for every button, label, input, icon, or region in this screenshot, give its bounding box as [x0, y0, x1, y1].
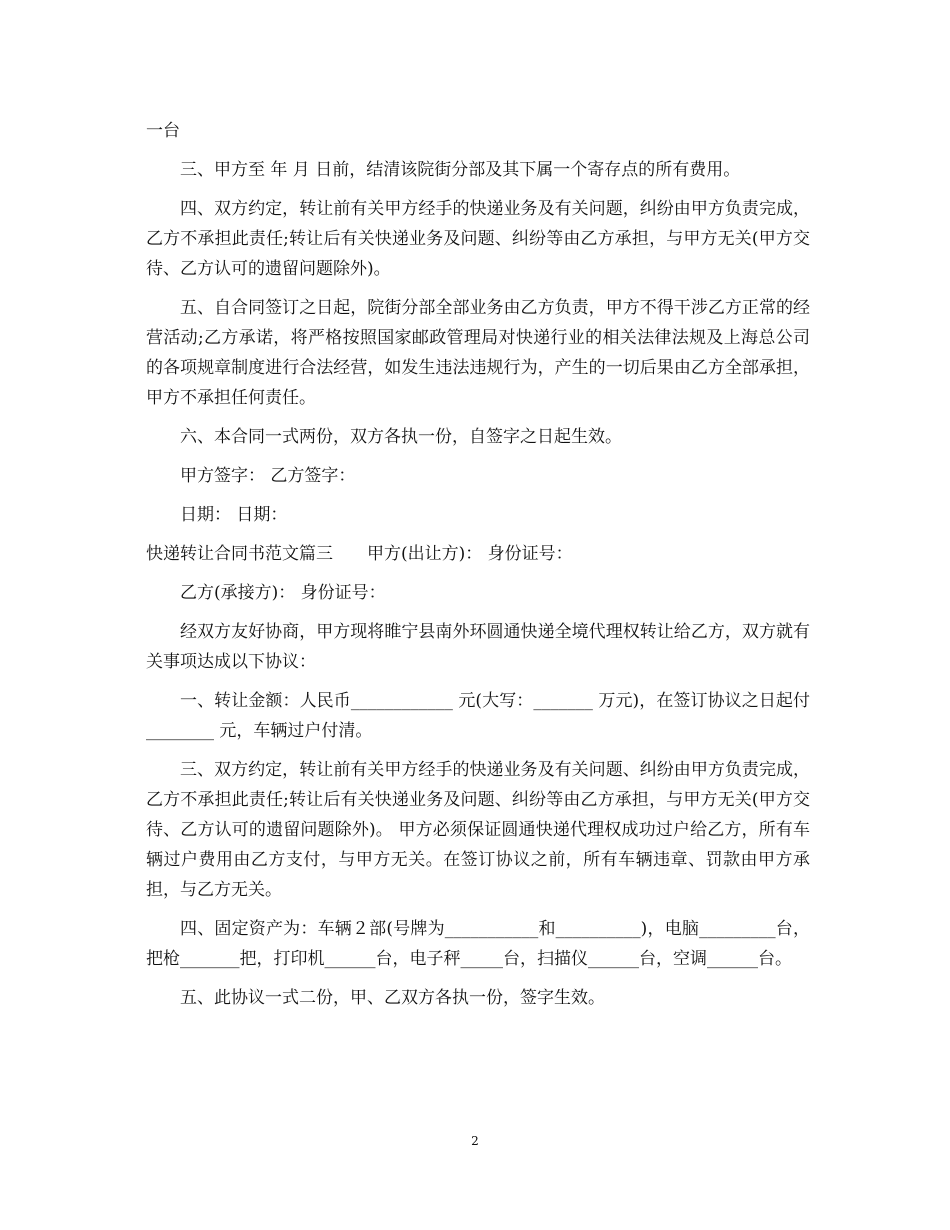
document-body: [146, 116, 810, 1022]
paragraph-clause-3-settle-fees: 三、甲方至 年 月 日前，结清该院街分部及其下属一个寄存点的所有费用。: [180, 160, 741, 180]
paragraph-clause-4-agreement: 四、双方约定，转让前有关甲方经手的快递业务及有关问题，纠纷由甲方负责完成，乙方不承担此责任;转让后有关快递业务及问题、纠纷等由乙方承担，与甲方无关(甲方交待、乙方认可的遗留问题除外)。: [146, 199, 810, 279]
paragraph-clause-5-operations: 五、自合同签订之日起，院街分部全部业务由乙方负责，甲方不得干涉乙方正常的经营活动;乙方承诺，将严格按照国家邮政管理局对快递行业的相关法律法规及上海总公司的各项规章制度进行合法经营，如发生违法违规行为，产生的一切后果由乙方全部承担，甲方不承担任何责任。: [146, 298, 810, 408]
paragraph-intro: 经双方友好协商，甲方现将睢宁县南外环圆通快递全境代理权转让给乙方，双方就有关事项达成以下协议：: [146, 622, 810, 672]
paragraph-clause-4-assets: 四、固定资产为：车辆２部(号牌为___________和__________)，电脑_________台，把枪_______把，打印机______台，电子秤_____台，扫描仪______台，空调______台。: [146, 919, 810, 969]
page-number: 2: [471, 1134, 479, 1148]
paragraph-clause-1-amount: 一、转让金额：人民币____________ 元(大写：_______ 万元)，在签订协议之日起付________ 元，车辆过户付清。: [146, 691, 810, 741]
date-line: 日期： 日期：: [180, 505, 288, 525]
paragraph-continuation: 一台: [146, 121, 180, 141]
signature-line: 甲方签字： 乙方签字：: [180, 466, 356, 486]
paragraph-clause-3-responsibility: 三、双方约定，转让前有关甲方经手的快递业务及有关问题、纠纷由甲方负责完成，乙方不承担此责任;转让后有关快递业务及问题、纠纷等由乙方承担，与甲方无关(甲方交待、乙方认可的遗留问题除外)。 甲方必须保证圆通快递代理权成功过户给乙方，所有车辆过户费用由乙方支付，与甲方无关。在签订协议之前，所有车辆违章、罚款由甲方承担，与乙方无关。: [146, 760, 810, 900]
paragraph-clause-5-copies: 五、此协议一式二份，甲、乙双方各执一份，签字生效。: [180, 988, 605, 1008]
paragraph-clause-6-copies: 六、本合同一式两份，双方各执一份，自签字之日起生效。: [180, 427, 622, 447]
section-heading-party-a: 快递转让合同书范文篇三 甲方(出让方)： 身份证号：: [146, 544, 573, 564]
party-b-line: 乙方(承接方)： 身份证号：: [180, 583, 386, 603]
